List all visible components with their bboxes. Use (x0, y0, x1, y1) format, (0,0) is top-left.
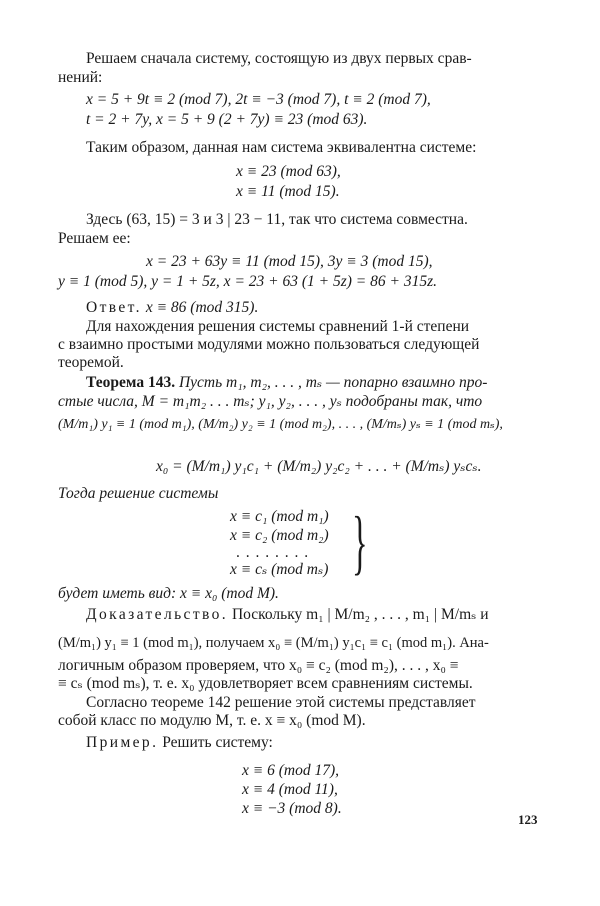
brace-icon: } (352, 502, 368, 582)
text-line: Для нахождения решения системы сравнений 1-й степени (86, 318, 470, 335)
theorem-label: Теорема 143. (86, 374, 176, 391)
system-line: x ≡ 6 (mod 17), (242, 762, 339, 779)
text-line: Согласно теореме 142 решение этой системы представляет (86, 694, 476, 711)
formula-line: (M/m₁) y₁ ≡ 1 (mod m₁), (M/m₂) y₂ ≡ 1 (mod m₂), . . . , (M/mₛ) yₛ ≡ 1 (mod mₛ), (58, 417, 503, 432)
text-line: ≡ cₛ (mod mₛ), т. е. x₀ удовлетворяет всем сравнениям системы. (58, 675, 473, 692)
text-line: Решаем ее: (58, 230, 131, 247)
example-line (86, 734, 273, 752)
proof-label: Доказательство. (86, 606, 229, 623)
text-line: Здесь (63, 15) = 3 и 3 | 23 − 11, так что система совместна. (86, 211, 468, 228)
formula-line: x ≡ 11 (mod 15). (236, 183, 340, 200)
text-line: нений: (58, 69, 103, 86)
proof-line (86, 606, 489, 624)
proof-text: Поскольку m₁ | M/m₂ , . . . , m₁ | M/mₛ и (231, 606, 489, 623)
answer-formula: x ≡ 86 (mod 315). (145, 299, 259, 316)
text-line: логичным образом проверяем, что x₀ ≡ c₂ (mod m₂), . . . , x₀ ≡ (58, 657, 459, 674)
theorem-line (86, 374, 487, 392)
formula-line: x ≡ 23 (mod 63), (236, 163, 341, 180)
theorem-text: Пусть m₁, m₂, . . . , mₛ — попарно взаимно про- (178, 374, 488, 391)
system-line: x ≡ 4 (mod 11), (242, 781, 338, 798)
answer-line (86, 299, 258, 317)
formula-line: x = 23 + 63y ≡ 11 (mod 15), 3y ≡ 3 (mod 15), (146, 253, 433, 270)
text-line: (M/m₁) y₁ ≡ 1 (mod m₁), получаем x₀ ≡ (M/m₁) y₁c₁ ≡ c₁ (mod m₁). Ана- (58, 635, 489, 651)
text-line: будет иметь вид: x ≡ x₀ (mod M). (58, 585, 279, 602)
text-line: Решаем сначала систему, состоящую из двух первых срав- (86, 50, 472, 67)
formula-line: t = 2 + 7y, x = 5 + 9 (2 + 7y) ≡ 23 (mod 63). (86, 111, 368, 128)
theorem-text: стые числа, M = m₁m₂ . . . mₛ; y₁, y₂, . . . , yₛ подобраны так, что (58, 393, 483, 410)
system-line: x ≡ c₁ (mod m₁) (230, 508, 329, 525)
example-text: Решить систему: (162, 734, 273, 751)
formula-line: y ≡ 1 (mod 5), y = 1 + 5z, x = 23 + 63 (1 + 5z) = 86 + 315z. (58, 273, 438, 290)
formula-line: x = 5 + 9t ≡ 2 (mod 7), 2t ≡ −3 (mod 7), t ≡ 2 (mod 7), (86, 91, 431, 108)
text-line: теоремой. (58, 354, 124, 371)
page-number: 123 (518, 812, 538, 827)
answer-label: Ответ. (86, 299, 142, 316)
text-line: с взаимно простыми модулями можно пользоваться следующей (58, 336, 480, 353)
system-dots: . . . . . . . . (236, 544, 310, 561)
text-line: Таким образом, данная нам система эквивалентна системе: (86, 139, 477, 156)
text-line: собой класс по модулю M, т. е. x ≡ x₀ (mod M). (58, 712, 366, 729)
formula-line: x₀ = (M/m₁) y₁c₁ + (M/m₂) y₂c₂ + . . . + (M/mₛ) yₛcₛ. (156, 458, 482, 475)
system-line: x ≡ −3 (mod 8). (242, 800, 342, 817)
system-line: x ≡ cₛ (mod mₛ) (230, 561, 329, 578)
system-line: x ≡ c₂ (mod m₂) (230, 527, 329, 544)
text-line: Тогда решение системы (58, 485, 219, 502)
example-label: Пример. (86, 734, 159, 751)
